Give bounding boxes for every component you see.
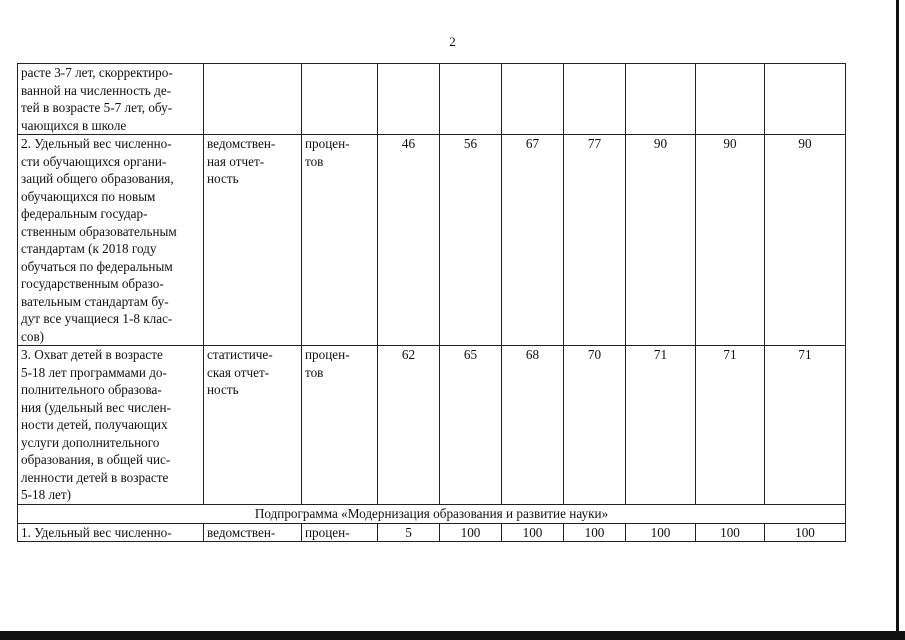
value-cell: 100 — [626, 523, 696, 542]
value-cell: 71 — [696, 346, 765, 505]
table-row — [18, 523, 846, 542]
value-cell — [626, 64, 696, 135]
value-cell: 100 — [564, 523, 626, 542]
source-cell — [204, 64, 302, 135]
value-cell: 90 — [765, 135, 846, 346]
value-cell: 100 — [440, 523, 502, 542]
table-row — [18, 135, 846, 346]
unit-cell: процен- — [302, 523, 378, 542]
value-cell: 90 — [626, 135, 696, 346]
scan-right-edge — [896, 0, 899, 640]
scan-bottom-edge — [0, 631, 905, 640]
value-cell: 71 — [765, 346, 846, 505]
unit-cell: процен- тов — [302, 346, 378, 505]
source-cell: ведомствен- ная отчет- ность — [204, 135, 302, 346]
source-cell: статистиче- ская отчет- ность — [204, 346, 302, 505]
value-cell — [696, 64, 765, 135]
subprogram-header-row — [18, 504, 846, 523]
indicator-name-cell: 2. Удельный вес численно- сти обучающихся органи- заций общего образования, обучающихся по новым федеральным государ- ственным образовательным стандартам (к 2018 году обучаться по федеральным государственным образо- вательным стандартам бу- дут все учащиеся 1-8 клас- сов) — [18, 135, 204, 346]
value-cell: 46 — [378, 135, 440, 346]
value-cell: 68 — [502, 346, 564, 505]
page-number: 2 — [449, 34, 456, 49]
value-cell: 5 — [378, 523, 440, 542]
value-cell: 71 — [626, 346, 696, 505]
unit-cell: процен- тов — [302, 135, 378, 346]
value-cell — [440, 64, 502, 135]
value-cell: 90 — [696, 135, 765, 346]
indicator-name-cell: 3. Охват детей в возрасте 5-18 лет программами до- полнительного образова- ния (удельный вес числен- ности детей, получающих услуги дополнительного образования, в общей чис- ленности детей в возрасте 5-18 лет) — [18, 346, 204, 505]
value-cell — [765, 64, 846, 135]
value-cell: 67 — [502, 135, 564, 346]
indicator-name-cell: 1. Удельный вес численно- — [18, 523, 204, 542]
subprogram-header: Подпрограмма «Модернизация образования и развитие науки» — [18, 504, 846, 523]
value-cell: 56 — [440, 135, 502, 346]
indicators-table — [17, 63, 846, 542]
table-row — [18, 346, 846, 505]
value-cell: 100 — [696, 523, 765, 542]
value-cell: 62 — [378, 346, 440, 505]
value-cell: 100 — [502, 523, 564, 542]
indicator-name-cell: расте 3-7 лет, скорректиро- ванной на численность де- тей в возрасте 5-7 лет, обу- чающихся в школе — [18, 64, 204, 135]
table-row — [18, 64, 846, 135]
unit-cell — [302, 64, 378, 135]
source-cell: ведомствен- — [204, 523, 302, 542]
value-cell — [502, 64, 564, 135]
value-cell: 77 — [564, 135, 626, 346]
value-cell — [378, 64, 440, 135]
value-cell: 100 — [765, 523, 846, 542]
value-cell: 65 — [440, 346, 502, 505]
value-cell — [564, 64, 626, 135]
value-cell: 70 — [564, 346, 626, 505]
